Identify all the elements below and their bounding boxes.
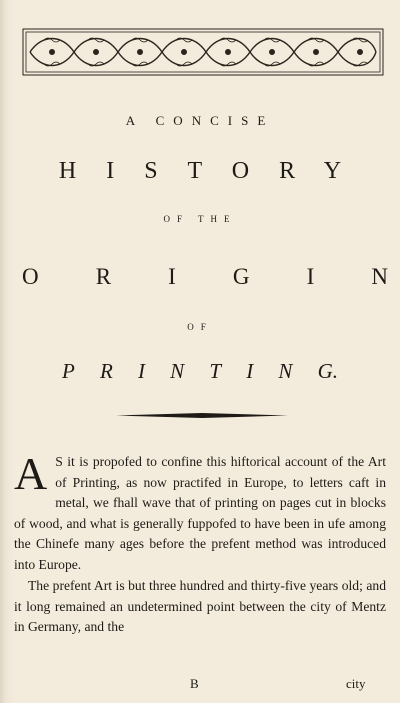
printing-letter: T <box>209 359 222 383</box>
origin-letter: I <box>168 264 176 289</box>
decorative-rule <box>116 413 288 418</box>
origin-letter: G <box>232 264 250 289</box>
printing-letter: I <box>138 359 145 383</box>
drop-cap: A <box>14 448 48 499</box>
paragraph-1 <box>14 448 386 575</box>
title-line-of-the: OF THE <box>163 214 237 224</box>
origin-letter: R <box>95 264 112 289</box>
signature-mark: B <box>190 676 199 691</box>
printing-letter: I <box>246 359 254 383</box>
printing-letter: P <box>62 359 75 383</box>
printing-letter: N <box>170 359 185 383</box>
paragraph-2: The prefent Art is but three hundred and thirty-five years old; and it long remained an undetermined point between the city of Mentz in Germany, and the <box>14 578 386 634</box>
ornamental-border-band <box>22 28 384 76</box>
printing-letter: G. <box>317 359 338 383</box>
catchword: city <box>346 676 366 691</box>
printing-letter: R <box>100 359 113 383</box>
title-line-printing <box>62 359 338 384</box>
paragraph-1-text: S it is propofed to confine this hiftorical account of the Art of Printing, as now practifed in Europe, to letters caft in metal, we fhall wave that of printing on pages cut in blocks of wood, and what is generally fuppofed to have been in ufe among the Chinefe many ages before the prefent method was introduced into Europe. <box>14 454 386 572</box>
title-line-history: HISTORY <box>58 158 372 184</box>
title-line-a-concise: A CONCISE <box>125 113 275 128</box>
body-text <box>14 448 386 638</box>
origin-letter: O <box>22 264 39 289</box>
printing-letter: N <box>278 359 293 383</box>
title-line-origin <box>22 264 388 290</box>
origin-letter: I <box>306 264 315 289</box>
title-line-of: OF <box>187 322 213 332</box>
origin-letter: N <box>371 264 388 289</box>
